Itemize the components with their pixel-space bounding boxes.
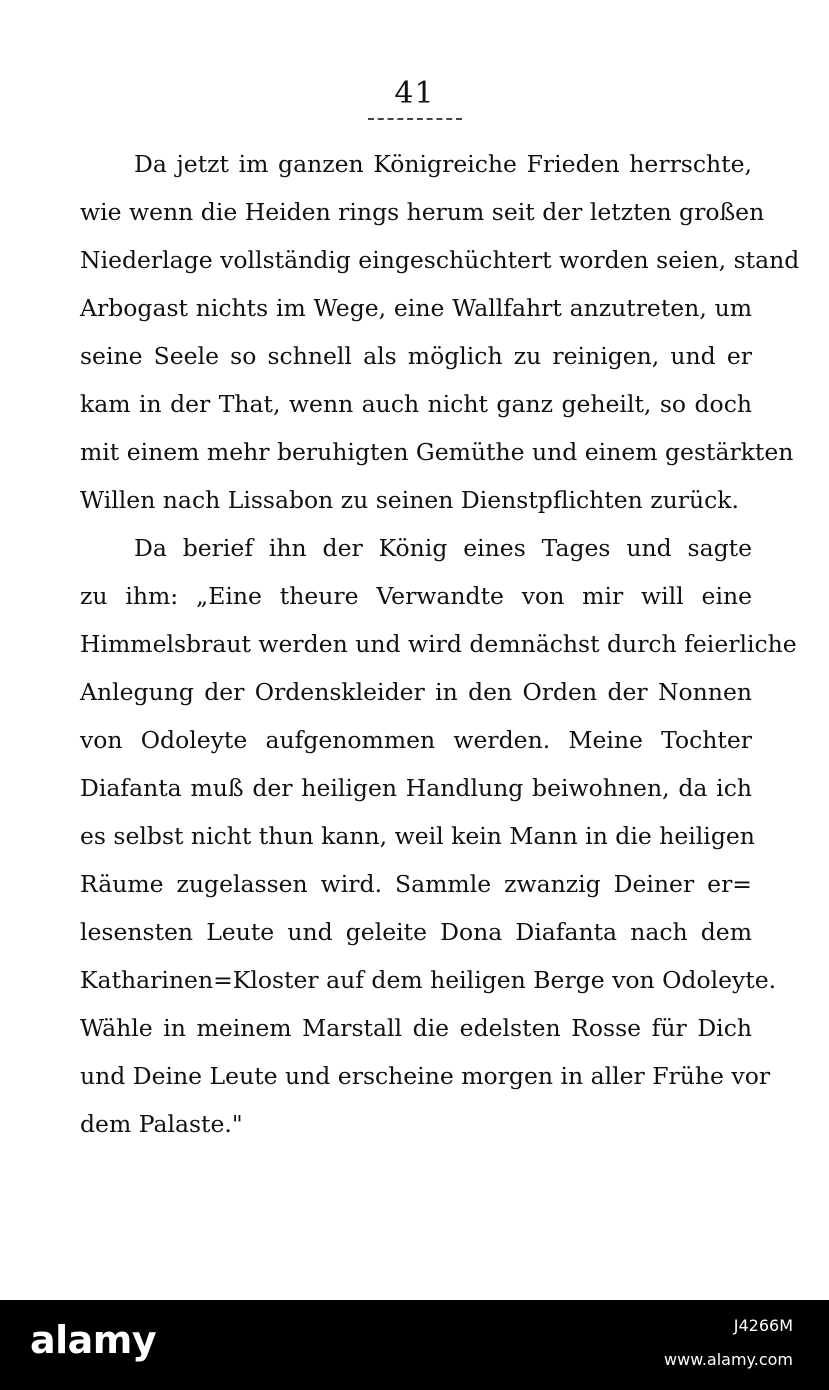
- text-line: Da berief ihn der König eines Tages und sagte: [134, 534, 752, 562]
- text-line: Wähle in meinem Marstall die edelsten Rosse für Dich: [80, 1014, 752, 1042]
- text-line: kam in der That, wenn auch nicht ganz geheilt, so doch: [80, 390, 752, 418]
- text-line: Diafanta muß der heiligen Handlung beiwohnen, da ich: [80, 774, 752, 802]
- page-number: 41: [394, 76, 435, 111]
- text-line: wie wenn die Heiden rings herum seit der letzten großen: [80, 198, 765, 226]
- brand-logo: alamy: [30, 1318, 157, 1362]
- text-line: lesensten Leute und geleite Dona Diafanta nach dem: [80, 918, 752, 946]
- text-line: seine Seele so schnell als möglich zu reinigen, und er: [80, 342, 752, 370]
- text-line: Katharinen=Kloster auf dem heiligen Berge von Odoleyte.: [80, 966, 777, 994]
- text-line: Räume zugelassen wird. Sammle zwanzig Deiner er=: [80, 870, 752, 898]
- text-line: Niederlage vollständig eingeschüchtert worden seien, stand: [80, 246, 800, 274]
- body-text: [80, 140, 800, 1148]
- watermark-footer: [0, 1300, 829, 1390]
- site-url: www.alamy.com: [664, 1350, 793, 1369]
- text-line: Himmelsbraut werden und wird demnächst durch feierliche: [80, 630, 797, 658]
- image-id: J4266M: [733, 1316, 793, 1335]
- text-line: von Odoleyte aufgenommen werden. Meine Tochter: [80, 726, 752, 754]
- text-line: es selbst nicht thun kann, weil kein Mann in die heiligen: [80, 822, 755, 850]
- text-line: mit einem mehr beruhigten Gemüthe und einem gestärkten: [80, 438, 794, 466]
- page-number-rule: [368, 118, 462, 120]
- text-line: dem Palaste.": [80, 1110, 243, 1138]
- text-line: Da jetzt im ganzen Königreiche Frieden herrschte,: [134, 150, 752, 178]
- text-line: Willen nach Lissabon zu seinen Dienstpflichten zurück.: [80, 486, 740, 514]
- text-line: zu ihm: „Eine theure Verwandte von mir will eine: [80, 582, 752, 610]
- text-line: Anlegung der Ordenskleider in den Orden der Nonnen: [80, 678, 752, 706]
- text-line: und Deine Leute und erscheine morgen in aller Frühe vor: [80, 1062, 771, 1090]
- text-line: Arbogast nichts im Wege, eine Wallfahrt anzutreten, um: [80, 294, 752, 322]
